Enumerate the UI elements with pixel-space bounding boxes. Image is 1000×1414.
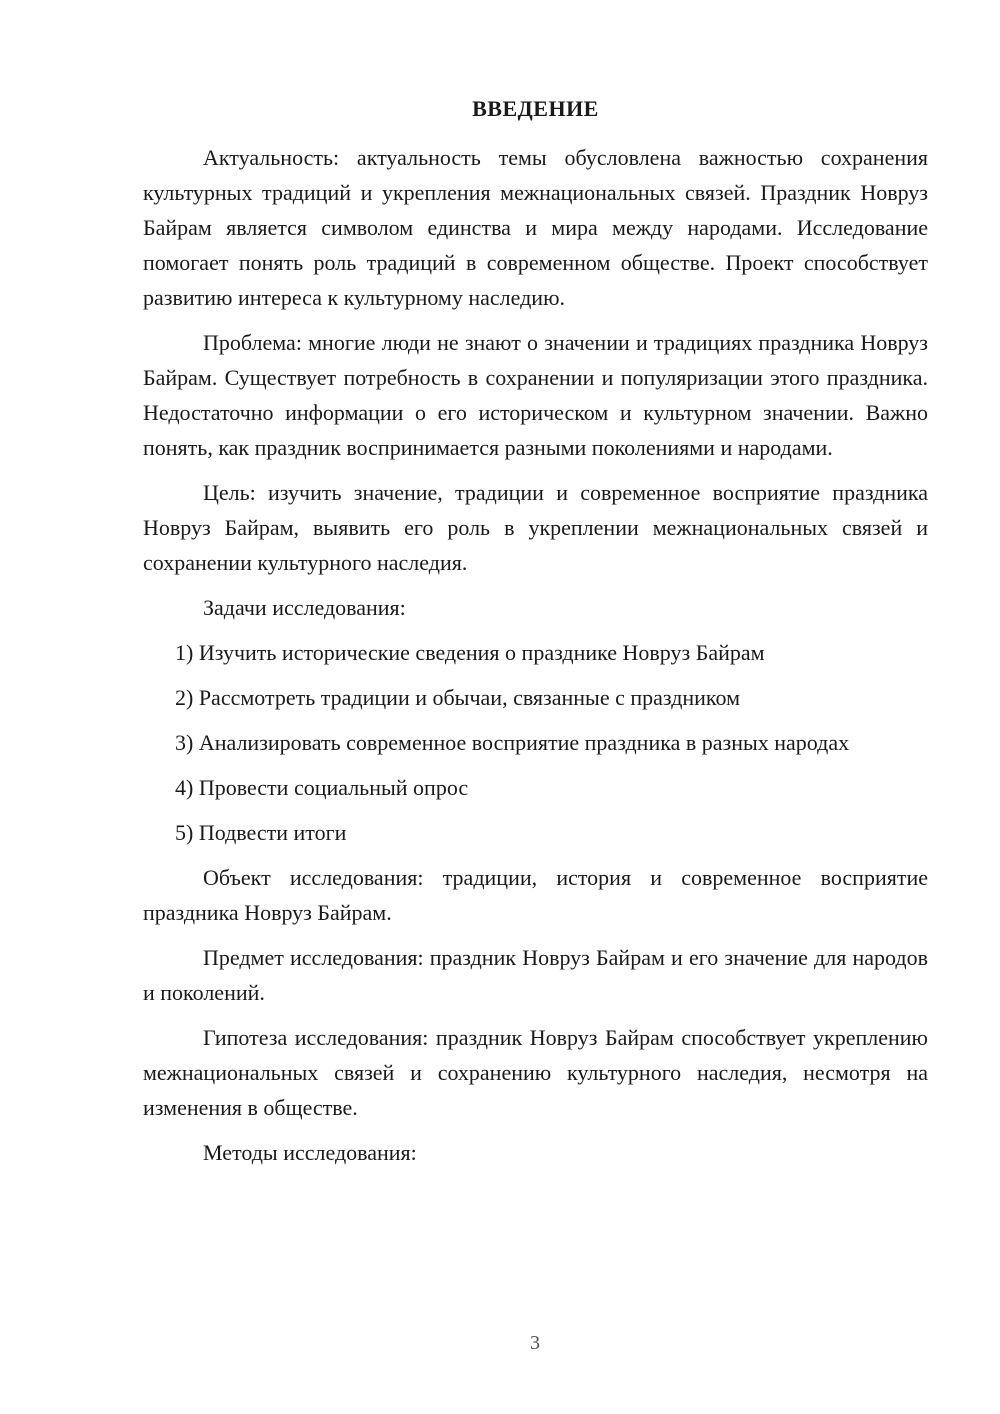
problem-paragraph: Проблема: многие люди не знают о значении и традициях праздника Новруз Байрам. Существует потребность в сохранении и популяризации этого праздника. Недостаточно информации о его историческом и культурном значении. Важно понять, как праздник воспринимается разными поколениями и народами. xyxy=(143,330,928,460)
goal-paragraph: Цель: изучить значение, традиции и современное восприятие праздника Новруз Байрам, выявить его роль в укреплении межнациональных связей и сохранении культурного наследия. xyxy=(143,480,928,575)
object-paragraph: Объект исследования: традиции, история и современное восприятие праздника Новруз Байрам. xyxy=(143,865,928,925)
relevance-paragraph: Актуальность: актуальность темы обусловлена важностью сохранения культурных традиций и укрепления межнациональных связей. Праздник Новруз Байрам является символом единства и мира между народами. Исследование помогает понять роль традиций в современном обществе. Проект способствует развитию интереса к культурному наследию. xyxy=(143,145,928,310)
page-title: ВВЕДЕНИЕ xyxy=(472,96,599,121)
document-page xyxy=(143,92,928,1180)
task-item: 4) Провести социальный опрос xyxy=(175,775,469,800)
task-item: 1) Изучить исторические сведения о празднике Новруз Байрам xyxy=(175,640,765,665)
task-item: 2) Рассмотреть традиции и обычаи, связанные с праздником xyxy=(175,685,741,710)
hypothesis-paragraph: Гипотеза исследования: праздник Новруз Байрам способствует укреплению межнациональных связей и сохранению культурного наследия, несмотря на изменения в обществе. xyxy=(143,1025,928,1120)
subject-paragraph: Предмет исследования: праздник Новруз Байрам и его значение для народов и поколений. xyxy=(143,945,928,1005)
methods-heading: Методы исследования: xyxy=(203,1140,417,1165)
task-item: 3) Анализировать современное восприятие праздника в разных народах xyxy=(175,730,850,755)
tasks-heading: Задачи исследования: xyxy=(203,595,406,620)
task-item: 5) Подвести итоги xyxy=(175,820,347,845)
page-number: 3 xyxy=(530,1332,540,1354)
